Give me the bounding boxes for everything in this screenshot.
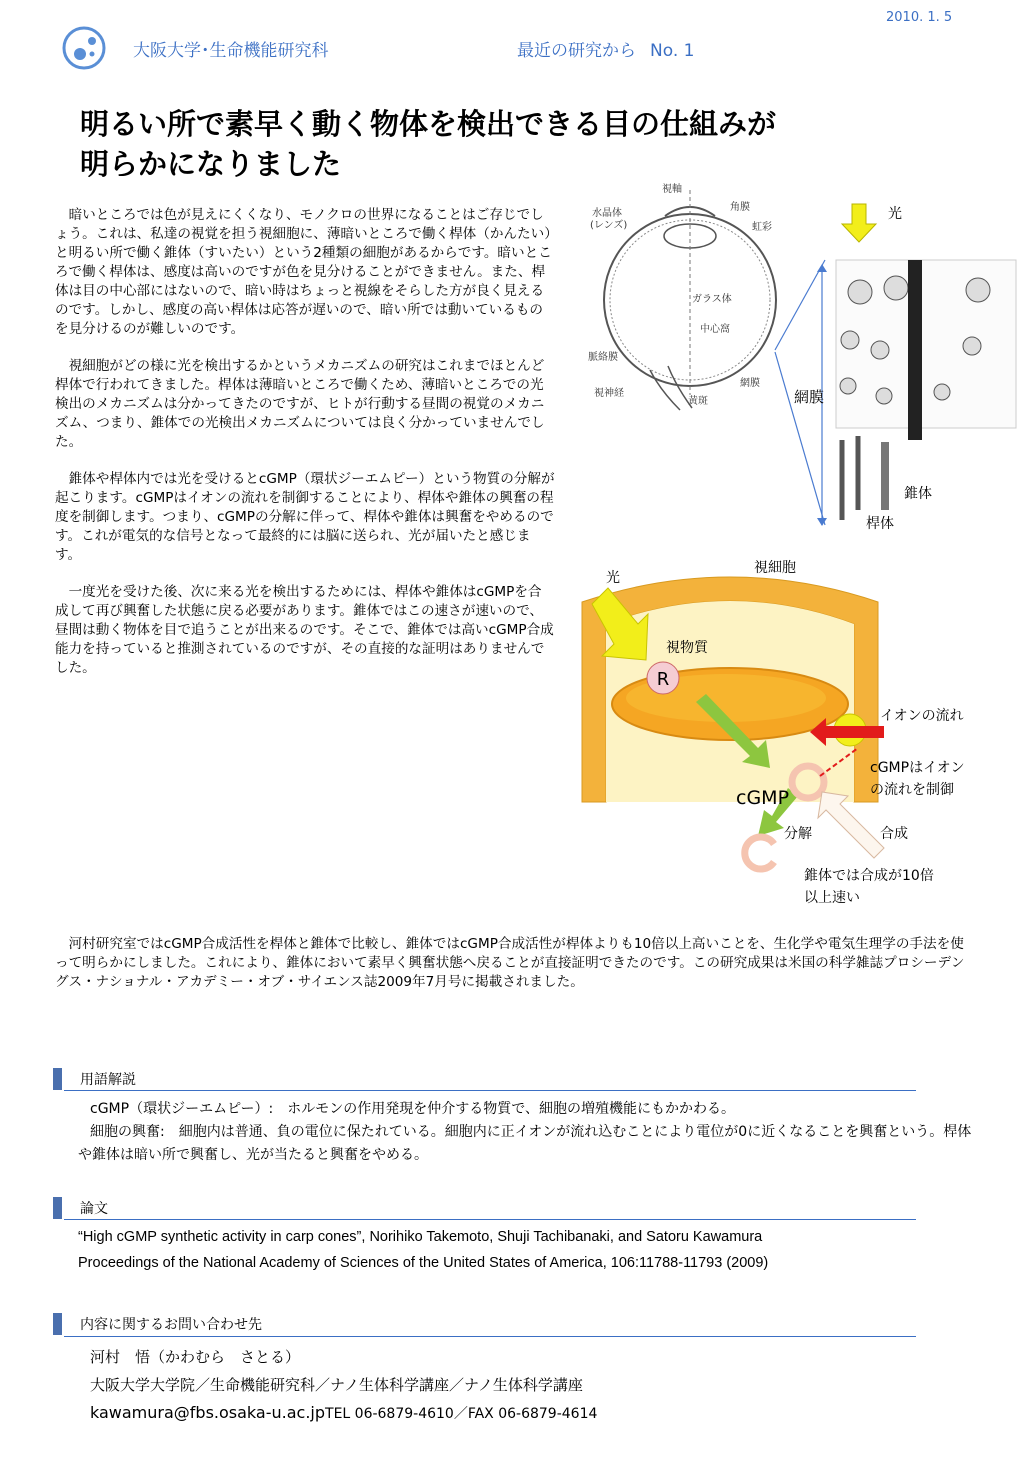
label-ion-flow: イオンの流れ	[880, 708, 964, 724]
paper-journal-line: Proceedings of the National Academy of Sciences of the United States of America, 106:11788-11793 (2009)	[78, 1255, 769, 1271]
article-body	[55, 206, 555, 696]
label-iris: 虹彩	[752, 222, 772, 233]
series-name: 最近の研究から No. 1	[517, 41, 695, 61]
section-divider	[64, 1090, 916, 1091]
pigment-column	[908, 260, 922, 440]
label-faster-1: 錐体では合成が10倍	[804, 868, 934, 884]
glossary-item: 細胞の興奮: 細胞内は普通、負の電位に保たれている。細胞内に正イオンが流れ込むことにより電位が0に近くなることを興奮という。桿体や錐体は暗い所で興奮し、光が当たると興奮をやめる。	[78, 1124, 972, 1163]
label-rod: 桿体	[866, 516, 894, 532]
label-light: 光	[606, 570, 620, 586]
label-cornea: 角膜	[730, 202, 750, 213]
paragraph: 一度光を受けた後、次に来る光を検出するためには、桿体や錐体はcGMPを合成して再び興奮した状態に戻る必要があります。錐体ではこの速さが速いので、昼間は動く物体を目で追うことが出来るのです。そこで、錐体では高いcGMP合成能力を持っていると推測されているのですが、その直接的な証明はありませんでした。	[55, 584, 554, 676]
light-arrow-icon	[842, 204, 876, 242]
label-optic-nerve: 視神経	[594, 388, 624, 399]
university-logo-icon	[60, 24, 108, 72]
contact-heading: 内容に関するお問い合わせ先	[80, 1317, 262, 1333]
section-divider	[64, 1336, 916, 1337]
label-vitreous: ガラス体	[692, 294, 732, 305]
paper-citation	[78, 1224, 988, 1276]
label-visual-pigment: 視物質	[666, 640, 708, 656]
label-lens: 水晶体	[592, 208, 622, 219]
glossary-item: cGMP（環状ジーエムピー）: ホルモンの作用発現を仲介する物質で、細胞の増殖機能にもかかわる。	[90, 1101, 735, 1117]
label-choroid: 脈絡膜	[588, 352, 618, 363]
label-light-top: 光	[888, 206, 902, 222]
contact-phone: TEL 06-6879-4610／FAX 06-6879-4614	[325, 1406, 598, 1422]
section-marker	[53, 1068, 62, 1090]
broken-cgmp-icon	[745, 837, 774, 869]
issue-date: 2010. 1. 5	[886, 10, 953, 25]
label-fovea: 中心窩	[700, 324, 730, 335]
label-photoreceptor: 視細胞	[754, 560, 796, 576]
label-cone: 錐体	[904, 486, 932, 502]
label-lens-sub: (レンズ)	[590, 220, 628, 231]
contact-email[interactable]: kawamura@fbs.osaka-u.ac.jp	[90, 1403, 326, 1422]
paragraph: 錐体や桿体内では光を受けるとcGMP（環状ジーエムピー）という物質の分解が起こります。cGMPはイオンの流れを制御することにより、桿体や錐体の興奮の程度を制御します。つまり、cGMPの分解に伴って、桿体や錐体は興奮をやめるのです。これが電気的な信号となって最終的には脳に送られ、光が届いたと感じます。	[55, 471, 555, 563]
contact-department: 大阪大学大学院／生命機能研究科／ナノ生体科学講座／ナノ生体科学講座	[90, 1376, 583, 1394]
page-title: 明るい所で素早く動く物体を検出できる目の仕組みが 明らかになりました	[80, 107, 777, 181]
label-retina: 網膜	[794, 388, 825, 406]
issue-number: No. 1	[650, 41, 695, 61]
summary-paragraph: 河村研究室ではcGMP合成活性を桿体と錐体で比較し、錐体ではcGMP合成活性が桿体よりも10倍以上高いことを、生化学や電気生理学の手法を使って明らかにしました。これにより、錐体において素早く興奮状態へ戻ることが直接証明できたのです。この研究成果は米国の科学雑誌プロシーデングス・ナショナル・アカデミー・オブ・サイエンス誌2009年7月号に掲載されました。	[55, 936, 965, 990]
paragraph: 暗いところでは色が見えにくくなり、モノクロの世界になることはご存じでしょう。これは、私達の視覚を担う視細胞に、薄暗いところで働く桿体（かんたい）と明るい所で働く錐体（すいたい）という2種類の細胞があるからです。暗いところで働く桿体は、感度は高いのですが色を見分けることができません。また、桿体は目の中心部にはないので、暗い時はちょっと視線をそらした方が良く見えるのです。しかし、感度の高い桿体は応答が遅いので、暗い所では動いているものを見分けるのが難しいのです。	[55, 207, 552, 337]
paragraph: 視細胞がどの様に光を検出するかというメカニズムの研究はこれまでほとんど桿体で行われてきました。桿体は薄暗いところで働くため、薄暗いところでの光検出のメカニズムは分かってきたのですが、ヒトが行動する昼間の視覚のメカニズム、つまり、錐体での光検出メカニズムについては良く分かっていませんでした。	[55, 358, 545, 450]
contact-info	[90, 1343, 597, 1428]
label-cgmp: cGMP	[736, 787, 790, 809]
label-macula: 黄斑	[688, 396, 708, 407]
label-faster-2: 以上速い	[804, 890, 860, 906]
eye-retina-diagram	[580, 180, 1020, 540]
zoom-line-top	[775, 260, 825, 350]
retina-cells	[836, 260, 1016, 520]
glossary-list	[78, 1098, 983, 1167]
contact-name: 河村 悟（かわむら さとる）	[90, 1348, 301, 1366]
section-marker	[53, 1197, 62, 1219]
label-cgmp-control-2: の流れを制御	[870, 782, 954, 798]
cgmp-mechanism-diagram	[578, 552, 1018, 912]
label-R: R	[656, 669, 670, 690]
label-cgmp-control-1: cGMPはイオン	[870, 760, 965, 776]
paper-title-line: “High cGMP synthetic activity in carp cones”, Norihiko Takemoto, Shuji Tachibanaki, and Satoru Kawamura	[78, 1229, 763, 1245]
label-breakdown: 分解	[784, 826, 812, 842]
section-marker	[53, 1313, 62, 1335]
section-divider	[64, 1219, 916, 1220]
label-visual-axis: 視軸	[662, 184, 682, 195]
paper-heading: 論文	[80, 1201, 108, 1217]
label-retina-small: 網膜	[740, 378, 760, 389]
label-synthesis: 合成	[880, 826, 908, 842]
affiliation: 大阪大学･生命機能研究科	[133, 41, 329, 61]
glossary-heading: 用語解説	[80, 1072, 136, 1088]
zoom-line-bottom	[775, 352, 825, 525]
